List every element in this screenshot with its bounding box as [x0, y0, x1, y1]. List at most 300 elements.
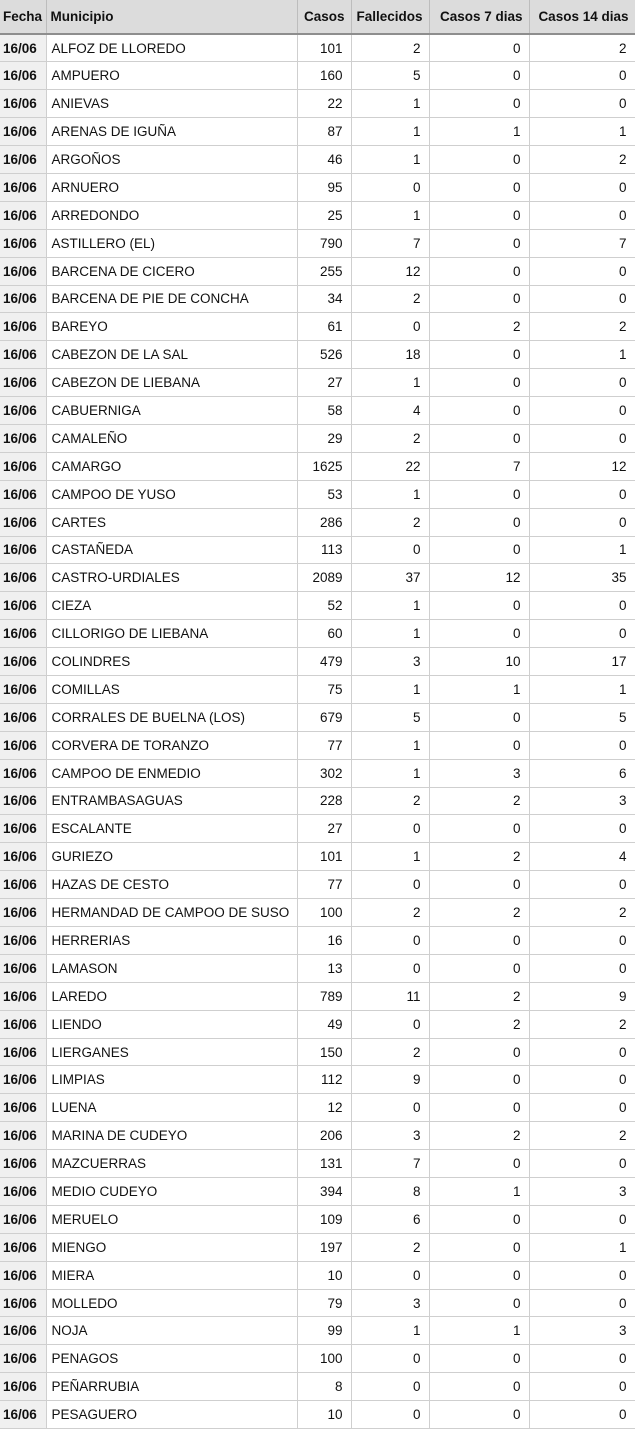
- cell-fecha[interactable]: 16/06: [0, 592, 46, 620]
- cell-casos[interactable]: 100: [297, 1345, 351, 1373]
- cell-municipio[interactable]: MERUELO: [46, 1205, 297, 1233]
- cell-fecha[interactable]: 16/06: [0, 452, 46, 480]
- cell-municipio[interactable]: HERMANDAD DE CAMPOO DE SUSO: [46, 899, 297, 927]
- cell-casos-7-dias[interactable]: 0: [429, 871, 529, 899]
- cell-municipio[interactable]: CIEZA: [46, 592, 297, 620]
- cell-casos-14-dias[interactable]: 0: [529, 201, 635, 229]
- cell-municipio[interactable]: LIENDO: [46, 1010, 297, 1038]
- cell-municipio[interactable]: NOJA: [46, 1317, 297, 1345]
- cell-fallecidos[interactable]: 1: [351, 90, 429, 118]
- cell-casos-7-dias[interactable]: 0: [429, 146, 529, 174]
- cell-municipio[interactable]: CABEZON DE LA SAL: [46, 341, 297, 369]
- cell-fecha[interactable]: 16/06: [0, 313, 46, 341]
- cell-municipio[interactable]: HAZAS DE CESTO: [46, 871, 297, 899]
- cell-municipio[interactable]: MIERA: [46, 1261, 297, 1289]
- cell-casos-7-dias[interactable]: 2: [429, 313, 529, 341]
- cell-casos[interactable]: 10: [297, 1401, 351, 1429]
- cell-fecha[interactable]: 16/06: [0, 1261, 46, 1289]
- cell-fallecidos[interactable]: 0: [351, 173, 429, 201]
- column-header-casos-7-dias[interactable]: Casos 7 dias: [429, 0, 529, 34]
- cell-casos[interactable]: 206: [297, 1122, 351, 1150]
- cell-fecha[interactable]: 16/06: [0, 62, 46, 90]
- cell-fallecidos[interactable]: 0: [351, 1010, 429, 1038]
- cell-fallecidos[interactable]: 1: [351, 592, 429, 620]
- cell-casos[interactable]: 27: [297, 815, 351, 843]
- cell-fecha[interactable]: 16/06: [0, 899, 46, 927]
- cell-casos-7-dias[interactable]: 2: [429, 1122, 529, 1150]
- cell-casos-7-dias[interactable]: 0: [429, 1205, 529, 1233]
- cell-casos-7-dias[interactable]: 0: [429, 1066, 529, 1094]
- cell-casos-14-dias[interactable]: 6: [529, 759, 635, 787]
- cell-fecha[interactable]: 16/06: [0, 1317, 46, 1345]
- cell-municipio[interactable]: ARENAS DE IGUÑA: [46, 118, 297, 146]
- cell-municipio[interactable]: ARNUERO: [46, 173, 297, 201]
- cell-fallecidos[interactable]: 1: [351, 1317, 429, 1345]
- cell-casos-7-dias[interactable]: 1: [429, 675, 529, 703]
- cell-casos-14-dias[interactable]: 0: [529, 1261, 635, 1289]
- cell-fecha[interactable]: 16/06: [0, 536, 46, 564]
- cell-casos-14-dias[interactable]: 35: [529, 564, 635, 592]
- cell-fallecidos[interactable]: 0: [351, 954, 429, 982]
- cell-fallecidos[interactable]: 12: [351, 257, 429, 285]
- cell-casos[interactable]: 109: [297, 1205, 351, 1233]
- cell-fallecidos[interactable]: 3: [351, 1122, 429, 1150]
- cell-fallecidos[interactable]: 0: [351, 1094, 429, 1122]
- cell-casos[interactable]: 87: [297, 118, 351, 146]
- cell-casos-7-dias[interactable]: 1: [429, 1178, 529, 1206]
- cell-casos[interactable]: 150: [297, 1038, 351, 1066]
- cell-fallecidos[interactable]: 0: [351, 313, 429, 341]
- cell-municipio[interactable]: AMPUERO: [46, 62, 297, 90]
- cell-casos[interactable]: 77: [297, 871, 351, 899]
- cell-fallecidos[interactable]: 1: [351, 146, 429, 174]
- cell-casos[interactable]: 58: [297, 397, 351, 425]
- cell-fallecidos[interactable]: 0: [351, 536, 429, 564]
- cell-fecha[interactable]: 16/06: [0, 90, 46, 118]
- cell-municipio[interactable]: COLINDRES: [46, 648, 297, 676]
- cell-casos-14-dias[interactable]: 0: [529, 173, 635, 201]
- cell-casos[interactable]: 2089: [297, 564, 351, 592]
- cell-municipio[interactable]: MOLLEDO: [46, 1289, 297, 1317]
- cell-municipio[interactable]: ASTILLERO (EL): [46, 229, 297, 257]
- cell-casos[interactable]: 286: [297, 508, 351, 536]
- cell-casos-14-dias[interactable]: 3: [529, 1317, 635, 1345]
- cell-fallecidos[interactable]: 5: [351, 62, 429, 90]
- cell-casos-7-dias[interactable]: 2: [429, 899, 529, 927]
- cell-casos[interactable]: 255: [297, 257, 351, 285]
- cell-casos-7-dias[interactable]: 0: [429, 1345, 529, 1373]
- cell-fallecidos[interactable]: 2: [351, 1038, 429, 1066]
- cell-fecha[interactable]: 16/06: [0, 954, 46, 982]
- cell-casos-14-dias[interactable]: 0: [529, 1038, 635, 1066]
- cell-casos-7-dias[interactable]: 0: [429, 201, 529, 229]
- cell-fallecidos[interactable]: 37: [351, 564, 429, 592]
- cell-municipio[interactable]: GURIEZO: [46, 843, 297, 871]
- cell-casos-14-dias[interactable]: 1: [529, 118, 635, 146]
- cell-fecha[interactable]: 16/06: [0, 787, 46, 815]
- cell-casos-7-dias[interactable]: 0: [429, 397, 529, 425]
- cell-municipio[interactable]: ENTRAMBASAGUAS: [46, 787, 297, 815]
- cell-municipio[interactable]: CARTES: [46, 508, 297, 536]
- cell-fecha[interactable]: 16/06: [0, 285, 46, 313]
- cell-casos[interactable]: 99: [297, 1317, 351, 1345]
- cell-casos-7-dias[interactable]: 1: [429, 1317, 529, 1345]
- cell-fallecidos[interactable]: 7: [351, 1150, 429, 1178]
- cell-casos-14-dias[interactable]: 1: [529, 341, 635, 369]
- cell-casos-7-dias[interactable]: 0: [429, 34, 529, 62]
- cell-municipio[interactable]: ANIEVAS: [46, 90, 297, 118]
- cell-casos-14-dias[interactable]: 2: [529, 34, 635, 62]
- cell-casos-14-dias[interactable]: 0: [529, 1289, 635, 1317]
- cell-casos-7-dias[interactable]: 2: [429, 1010, 529, 1038]
- cell-casos-7-dias[interactable]: 0: [429, 173, 529, 201]
- cell-casos[interactable]: 1625: [297, 452, 351, 480]
- cell-fecha[interactable]: 16/06: [0, 1373, 46, 1401]
- cell-fecha[interactable]: 16/06: [0, 982, 46, 1010]
- cell-casos[interactable]: 27: [297, 369, 351, 397]
- cell-casos-14-dias[interactable]: 0: [529, 369, 635, 397]
- cell-fecha[interactable]: 16/06: [0, 146, 46, 174]
- cell-casos[interactable]: 34: [297, 285, 351, 313]
- cell-casos-14-dias[interactable]: 0: [529, 815, 635, 843]
- cell-casos[interactable]: 22: [297, 90, 351, 118]
- cell-casos-14-dias[interactable]: 0: [529, 90, 635, 118]
- cell-fecha[interactable]: 16/06: [0, 927, 46, 955]
- cell-casos[interactable]: 100: [297, 899, 351, 927]
- cell-fecha[interactable]: 16/06: [0, 1122, 46, 1150]
- cell-casos-7-dias[interactable]: 0: [429, 927, 529, 955]
- cell-municipio[interactable]: LAREDO: [46, 982, 297, 1010]
- cell-casos-14-dias[interactable]: 2: [529, 146, 635, 174]
- column-header-casos[interactable]: Casos: [297, 0, 351, 34]
- cell-fecha[interactable]: 16/06: [0, 564, 46, 592]
- cell-casos-7-dias[interactable]: 7: [429, 452, 529, 480]
- cell-fecha[interactable]: 16/06: [0, 648, 46, 676]
- cell-casos[interactable]: 197: [297, 1233, 351, 1261]
- cell-casos[interactable]: 10: [297, 1261, 351, 1289]
- cell-fallecidos[interactable]: 0: [351, 927, 429, 955]
- cell-fallecidos[interactable]: 11: [351, 982, 429, 1010]
- cell-casos-7-dias[interactable]: 0: [429, 731, 529, 759]
- cell-fallecidos[interactable]: 2: [351, 787, 429, 815]
- cell-casos-14-dias[interactable]: 0: [529, 285, 635, 313]
- cell-casos-7-dias[interactable]: 0: [429, 620, 529, 648]
- cell-municipio[interactable]: CABEZON DE LIEBANA: [46, 369, 297, 397]
- cell-fecha[interactable]: 16/06: [0, 480, 46, 508]
- cell-fallecidos[interactable]: 1: [351, 201, 429, 229]
- cell-fecha[interactable]: 16/06: [0, 34, 46, 62]
- cell-fallecidos[interactable]: 1: [351, 675, 429, 703]
- cell-fecha[interactable]: 16/06: [0, 871, 46, 899]
- cell-casos-14-dias[interactable]: 0: [529, 508, 635, 536]
- cell-casos-7-dias[interactable]: 0: [429, 1289, 529, 1317]
- cell-fallecidos[interactable]: 1: [351, 480, 429, 508]
- cell-casos-14-dias[interactable]: 0: [529, 954, 635, 982]
- cell-casos[interactable]: 49: [297, 1010, 351, 1038]
- cell-casos[interactable]: 79: [297, 1289, 351, 1317]
- cell-casos-14-dias[interactable]: 0: [529, 1205, 635, 1233]
- cell-municipio[interactable]: COMILLAS: [46, 675, 297, 703]
- cell-fallecidos[interactable]: 7: [351, 229, 429, 257]
- cell-casos-7-dias[interactable]: 0: [429, 90, 529, 118]
- cell-casos-7-dias[interactable]: 0: [429, 1150, 529, 1178]
- cell-casos-7-dias[interactable]: 0: [429, 285, 529, 313]
- cell-municipio[interactable]: MEDIO CUDEYO: [46, 1178, 297, 1206]
- cell-fecha[interactable]: 16/06: [0, 1010, 46, 1038]
- cell-fallecidos[interactable]: 4: [351, 397, 429, 425]
- cell-casos[interactable]: 526: [297, 341, 351, 369]
- cell-fallecidos[interactable]: 1: [351, 118, 429, 146]
- cell-casos[interactable]: 790: [297, 229, 351, 257]
- cell-fecha[interactable]: 16/06: [0, 369, 46, 397]
- cell-fecha[interactable]: 16/06: [0, 1094, 46, 1122]
- cell-casos[interactable]: 101: [297, 843, 351, 871]
- cell-casos-14-dias[interactable]: 0: [529, 1401, 635, 1429]
- cell-casos[interactable]: 52: [297, 592, 351, 620]
- cell-casos-14-dias[interactable]: 0: [529, 731, 635, 759]
- cell-fallecidos[interactable]: 2: [351, 34, 429, 62]
- cell-casos[interactable]: 394: [297, 1178, 351, 1206]
- cell-fecha[interactable]: 16/06: [0, 1066, 46, 1094]
- cell-municipio[interactable]: ESCALANTE: [46, 815, 297, 843]
- cell-fallecidos[interactable]: 2: [351, 508, 429, 536]
- cell-casos[interactable]: 46: [297, 146, 351, 174]
- cell-fallecidos[interactable]: 6: [351, 1205, 429, 1233]
- cell-casos[interactable]: 679: [297, 703, 351, 731]
- cell-fallecidos[interactable]: 2: [351, 424, 429, 452]
- cell-casos-14-dias[interactable]: 0: [529, 1094, 635, 1122]
- cell-casos[interactable]: 228: [297, 787, 351, 815]
- cell-casos-14-dias[interactable]: 3: [529, 1178, 635, 1206]
- cell-fallecidos[interactable]: 3: [351, 1289, 429, 1317]
- cell-casos-14-dias[interactable]: 0: [529, 1373, 635, 1401]
- cell-fecha[interactable]: 16/06: [0, 1205, 46, 1233]
- cell-municipio[interactable]: CAMPOO DE YUSO: [46, 480, 297, 508]
- cell-casos-7-dias[interactable]: 0: [429, 1401, 529, 1429]
- column-header-municipio[interactable]: Municipio: [46, 0, 297, 34]
- cell-fecha[interactable]: 16/06: [0, 201, 46, 229]
- cell-casos-7-dias[interactable]: 10: [429, 648, 529, 676]
- cell-casos-14-dias[interactable]: 0: [529, 257, 635, 285]
- cell-fecha[interactable]: 16/06: [0, 703, 46, 731]
- cell-municipio[interactable]: CORRALES DE BUELNA (LOS): [46, 703, 297, 731]
- cell-casos[interactable]: 113: [297, 536, 351, 564]
- cell-fallecidos[interactable]: 1: [351, 369, 429, 397]
- cell-fecha[interactable]: 16/06: [0, 1038, 46, 1066]
- cell-fecha[interactable]: 16/06: [0, 118, 46, 146]
- cell-casos[interactable]: 95: [297, 173, 351, 201]
- cell-casos-7-dias[interactable]: 0: [429, 369, 529, 397]
- cell-casos[interactable]: 60: [297, 620, 351, 648]
- cell-casos-14-dias[interactable]: 0: [529, 927, 635, 955]
- cell-casos[interactable]: 8: [297, 1373, 351, 1401]
- cell-casos-7-dias[interactable]: 2: [429, 982, 529, 1010]
- cell-fallecidos[interactable]: 0: [351, 1373, 429, 1401]
- cell-municipio[interactable]: ARREDONDO: [46, 201, 297, 229]
- cell-casos[interactable]: 112: [297, 1066, 351, 1094]
- cell-fecha[interactable]: 16/06: [0, 759, 46, 787]
- cell-municipio[interactable]: CAMALEÑO: [46, 424, 297, 452]
- cell-municipio[interactable]: BARCENA DE CICERO: [46, 257, 297, 285]
- cell-municipio[interactable]: LIERGANES: [46, 1038, 297, 1066]
- cell-casos-7-dias[interactable]: 0: [429, 1038, 529, 1066]
- cell-fallecidos[interactable]: 8: [351, 1178, 429, 1206]
- cell-casos[interactable]: 789: [297, 982, 351, 1010]
- cell-fecha[interactable]: 16/06: [0, 397, 46, 425]
- cell-fecha[interactable]: 16/06: [0, 341, 46, 369]
- cell-casos-7-dias[interactable]: 0: [429, 592, 529, 620]
- cell-casos-14-dias[interactable]: 3: [529, 787, 635, 815]
- cell-municipio[interactable]: BARCENA DE PIE DE CONCHA: [46, 285, 297, 313]
- cell-casos-7-dias[interactable]: 0: [429, 1373, 529, 1401]
- column-header-fallecidos[interactable]: Fallecidos: [351, 0, 429, 34]
- cell-municipio[interactable]: PENAGOS: [46, 1345, 297, 1373]
- cell-casos-7-dias[interactable]: 0: [429, 257, 529, 285]
- cell-fallecidos[interactable]: 0: [351, 1261, 429, 1289]
- cell-fecha[interactable]: 16/06: [0, 1289, 46, 1317]
- cell-fecha[interactable]: 16/06: [0, 1233, 46, 1261]
- cell-casos-7-dias[interactable]: 0: [429, 341, 529, 369]
- cell-municipio[interactable]: LUENA: [46, 1094, 297, 1122]
- cell-casos-7-dias[interactable]: 0: [429, 424, 529, 452]
- cell-casos[interactable]: 101: [297, 34, 351, 62]
- cell-casos-7-dias[interactable]: 0: [429, 703, 529, 731]
- cell-municipio[interactable]: CASTRO-URDIALES: [46, 564, 297, 592]
- cell-casos-7-dias[interactable]: 0: [429, 1094, 529, 1122]
- cell-municipio[interactable]: MAZCUERRAS: [46, 1150, 297, 1178]
- cell-fallecidos[interactable]: 2: [351, 1233, 429, 1261]
- cell-fallecidos[interactable]: 0: [351, 871, 429, 899]
- cell-municipio[interactable]: LAMASON: [46, 954, 297, 982]
- cell-casos-14-dias[interactable]: 17: [529, 648, 635, 676]
- cell-casos-7-dias[interactable]: 0: [429, 508, 529, 536]
- cell-casos[interactable]: 75: [297, 675, 351, 703]
- cell-casos-14-dias[interactable]: 2: [529, 313, 635, 341]
- cell-casos-7-dias[interactable]: 0: [429, 480, 529, 508]
- cell-casos-7-dias[interactable]: 0: [429, 536, 529, 564]
- cell-casos-7-dias[interactable]: 0: [429, 815, 529, 843]
- cell-casos-14-dias[interactable]: 0: [529, 592, 635, 620]
- cell-casos-7-dias[interactable]: 12: [429, 564, 529, 592]
- cell-fallecidos[interactable]: 1: [351, 731, 429, 759]
- cell-casos-7-dias[interactable]: 2: [429, 787, 529, 815]
- cell-fecha[interactable]: 16/06: [0, 1150, 46, 1178]
- cell-casos[interactable]: 77: [297, 731, 351, 759]
- cell-fecha[interactable]: 16/06: [0, 173, 46, 201]
- cell-fecha[interactable]: 16/06: [0, 508, 46, 536]
- cell-casos[interactable]: 53: [297, 480, 351, 508]
- cell-municipio[interactable]: CILLORIGO DE LIEBANA: [46, 620, 297, 648]
- cell-fallecidos[interactable]: 22: [351, 452, 429, 480]
- cell-fallecidos[interactable]: 1: [351, 620, 429, 648]
- cell-casos-7-dias[interactable]: 2: [429, 843, 529, 871]
- cell-casos-14-dias[interactable]: 2: [529, 1122, 635, 1150]
- cell-casos-14-dias[interactable]: 2: [529, 899, 635, 927]
- cell-fallecidos[interactable]: 1: [351, 759, 429, 787]
- cell-fecha[interactable]: 16/06: [0, 815, 46, 843]
- cell-fallecidos[interactable]: 0: [351, 815, 429, 843]
- cell-fecha[interactable]: 16/06: [0, 675, 46, 703]
- cell-municipio[interactable]: MARINA DE CUDEYO: [46, 1122, 297, 1150]
- cell-casos-14-dias[interactable]: 1: [529, 675, 635, 703]
- cell-fallecidos[interactable]: 3: [351, 648, 429, 676]
- cell-casos[interactable]: 131: [297, 1150, 351, 1178]
- cell-casos[interactable]: 25: [297, 201, 351, 229]
- cell-fallecidos[interactable]: 1: [351, 843, 429, 871]
- cell-casos-14-dias[interactable]: 9: [529, 982, 635, 1010]
- cell-municipio[interactable]: PESAGUERO: [46, 1401, 297, 1429]
- cell-casos[interactable]: 12: [297, 1094, 351, 1122]
- cell-fecha[interactable]: 16/06: [0, 424, 46, 452]
- cell-fecha[interactable]: 16/06: [0, 1401, 46, 1429]
- cell-fecha[interactable]: 16/06: [0, 257, 46, 285]
- cell-casos-14-dias[interactable]: 7: [529, 229, 635, 257]
- cell-municipio[interactable]: CASTAÑEDA: [46, 536, 297, 564]
- cell-fallecidos[interactable]: 9: [351, 1066, 429, 1094]
- cell-casos-14-dias[interactable]: 0: [529, 62, 635, 90]
- cell-casos-14-dias[interactable]: 4: [529, 843, 635, 871]
- cell-municipio[interactable]: BAREYO: [46, 313, 297, 341]
- cell-municipio[interactable]: CABUERNIGA: [46, 397, 297, 425]
- column-header-fecha[interactable]: Fecha: [0, 0, 46, 34]
- cell-casos-14-dias[interactable]: 1: [529, 1233, 635, 1261]
- cell-casos[interactable]: 13: [297, 954, 351, 982]
- cell-casos[interactable]: 160: [297, 62, 351, 90]
- cell-fallecidos[interactable]: 0: [351, 1401, 429, 1429]
- cell-fecha[interactable]: 16/06: [0, 1178, 46, 1206]
- cell-casos-7-dias[interactable]: 0: [429, 954, 529, 982]
- cell-casos-14-dias[interactable]: 0: [529, 1150, 635, 1178]
- cell-casos-7-dias[interactable]: 1: [429, 118, 529, 146]
- cell-fecha[interactable]: 16/06: [0, 731, 46, 759]
- cell-casos-14-dias[interactable]: 0: [529, 424, 635, 452]
- cell-casos-14-dias[interactable]: 5: [529, 703, 635, 731]
- cell-casos-14-dias[interactable]: 0: [529, 1345, 635, 1373]
- cell-casos-7-dias[interactable]: 0: [429, 62, 529, 90]
- cell-casos-7-dias[interactable]: 3: [429, 759, 529, 787]
- cell-casos-14-dias[interactable]: 0: [529, 480, 635, 508]
- cell-casos-14-dias[interactable]: 0: [529, 871, 635, 899]
- cell-municipio[interactable]: ARGOÑOS: [46, 146, 297, 174]
- cell-casos[interactable]: 479: [297, 648, 351, 676]
- cell-municipio[interactable]: HERRERIAS: [46, 927, 297, 955]
- cell-fecha[interactable]: 16/06: [0, 843, 46, 871]
- cell-casos-14-dias[interactable]: 0: [529, 620, 635, 648]
- cell-casos-14-dias[interactable]: 1: [529, 536, 635, 564]
- cell-fecha[interactable]: 16/06: [0, 620, 46, 648]
- cell-fallecidos[interactable]: 5: [351, 703, 429, 731]
- cell-municipio[interactable]: PEÑARRUBIA: [46, 1373, 297, 1401]
- cell-fecha[interactable]: 16/06: [0, 229, 46, 257]
- cell-casos-14-dias[interactable]: 0: [529, 1066, 635, 1094]
- cell-fallecidos[interactable]: 0: [351, 1345, 429, 1373]
- cell-municipio[interactable]: CORVERA DE TORANZO: [46, 731, 297, 759]
- cell-municipio[interactable]: LIMPIAS: [46, 1066, 297, 1094]
- cell-casos[interactable]: 61: [297, 313, 351, 341]
- cell-casos-7-dias[interactable]: 0: [429, 1233, 529, 1261]
- cell-fallecidos[interactable]: 18: [351, 341, 429, 369]
- cell-municipio[interactable]: MIENGO: [46, 1233, 297, 1261]
- cell-casos[interactable]: 302: [297, 759, 351, 787]
- column-header-casos-14-dias[interactable]: Casos 14 dias: [529, 0, 635, 34]
- cell-casos-7-dias[interactable]: 0: [429, 229, 529, 257]
- cell-municipio[interactable]: CAMARGO: [46, 452, 297, 480]
- cell-fallecidos[interactable]: 2: [351, 285, 429, 313]
- cell-casos[interactable]: 16: [297, 927, 351, 955]
- cell-casos-14-dias[interactable]: 12: [529, 452, 635, 480]
- cell-municipio[interactable]: CAMPOO DE ENMEDIO: [46, 759, 297, 787]
- cell-municipio[interactable]: ALFOZ DE LLOREDO: [46, 34, 297, 62]
